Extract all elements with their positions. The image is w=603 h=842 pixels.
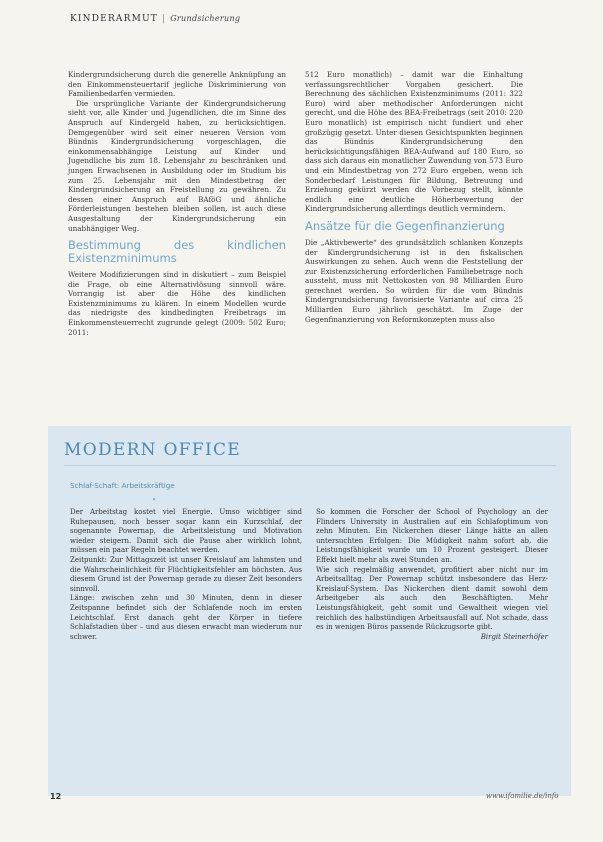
page-number: 12 [50, 792, 62, 801]
box-column-right [316, 508, 548, 642]
bullet-icon: • [152, 496, 157, 504]
box-subtitle: Schlaf-Schaft: Arbeitskräftige [70, 481, 175, 490]
box-paragraph: Länge: zwischen zehn und 30 Minuten, denn in dieser Zeitspanne befindet sich der Schlafende noch im ersten Leichtschlaf. Erst danach geht der Körper in tiefere Schlafstadien über – und aus diesen erwacht man wiederum nur schwer. [70, 594, 302, 641]
article-paragraph: 512 Euro monatlich) – damit war die Einhaltung verfassungsrechtlicher Vorgaben gesichert. Die Berechnung des sächlichen Existenzminimums (2011: 322 Euro) wird aber methodischer Anforderungen nicht gerecht, und die Höhe des BEA-Freibetrags (seit 2010: 220 Euro monatlich) ist empirisch nicht fundiert und eher großzügig gesetzt. Unter diesen Gesichtspunkten beginnen das Bündnis Kindergrundsicherung den berücksichtigungsfähigen BEA-Aufwand auf 180 Euro, so dass sich daraus ein monatlicher Zuwendung von 573 Euro und ein Mindestbetrag von 272 Euro ergeben, wenn ich Sonderbedarf Leistungen für Bildung, Betreuung und Erziehung gekürzt werden die Vorbezug stellt, könnte endlich eine deutliche Höherbewertung der Kindergrundsicherung allerdings deutlich vermindern. [305, 70, 523, 214]
box-paragraph-text: Wie sich regelmäßig anwendet, profitiert aber nicht nur im Arbeitsalltag. Der Powernap schützt insbesondere das Herz-Kreislauf-System. Das Nickerchen dient damit sowohl dem Arbeitgeber als auch den Beschäftigten. Mehr Leistungsfähigkeit, geht somit und Gewaltheit wiegen viel reichlich des halbstündigen Arbeitsausfall auf. Not schade, dass es in wenigen Büros passende Rückzugsorte gibt. [316, 565, 548, 632]
article-subheading: Bestimmung des kindlichen Existenzminimums [68, 238, 286, 266]
box-divider [64, 465, 556, 466]
subsection-label: Grundsicherung [170, 14, 241, 23]
article-paragraph: Weitere Modifizierungen sind in diskutiert – zum Beispiel die Frage, ob eine Alternativlösung sinnvoll wäre. Vorrangig ist aber die Höhe des kindlichen Existenzminimums zu klären. In einem Modellen wurde das niedrigste des kindbedingten Freibetrags im Einkommensteuerrecht zugrunde gelegt (2009: 502 Euro; 2011: [68, 270, 286, 337]
box-title: MODERN OFFICE [64, 440, 242, 460]
author-signature: Birgit Steinerhöfer [480, 632, 548, 641]
box-paragraph: Der Arbeitstag kostet viel Energie. Umso wichtiger sind Ruhepausen, noch besser sogar kann ein Kurzschlaf, der sogenannte Powernap, die Arbeitsleistung und Motivation wieder steigern. Damit sich die Pause aber wirklich lohnt, müssen ein paar Regeln beachtet werden. [70, 508, 302, 555]
article-subheading: Ansätze für die Gegenfinanzierung [305, 218, 505, 233]
section-label: KINDERARMUT [70, 14, 158, 24]
box-paragraph [316, 565, 548, 641]
article-column-left [68, 70, 286, 337]
article-paragraph: Die ursprüngliche Variante der Kindergrundsicherung sieht vor, alle Kinder und Jugendlichen, die im Sinne des Anspruch auf Kindergeld haben, zu berücksichtigen. Demgegenüber wird seit einer neueren Version vom Bündnis Kindergrundsicherung vorgeschlagen, die einkommensabhängige Leistung auf Kinder und Jugendliche bis zum 18. Lebensjahr zu beschränken und jungen Erwachsenen in Ausbildung oder im Studium bis zum 25. Lebensjahr mit den Mindestbetrag der Kindergrundsicherung an Freistellung zu gewähren. Zu dessen einer Anspruch auf BAföG und ähnliche Förderleistungen bestehen bleiben sollen, ist auch diese Ausgestaltung der Kindergrundsicherung ein unabhängiger Weg. [68, 98, 286, 233]
box-paragraph: So kommen die Forscher der School of Psychology an der Flinders University in Australien auf ein Schlafoptimum von zehn Minuten. Ein Nickerchen dieser Länge hätte an allen untersuchten Erfolgen: Die Müdigkeit nahm sofort ab, die Leistungsfähigkeit wurde um 10 Prozent gesteigert. Dieser Effekt hielt mehr als zwei Stunden an. [316, 508, 548, 564]
header-separator: | [162, 14, 167, 24]
article-paragraph: Die „Aktivbewerte“ des grundsätzlich schlanken Konzepts der Kindergrundsicherung ist in den fiskalischen Auswirkungen zu sehen. Auch wenn die Feststellung der zur Existenzsicherung erforderlichen Familiebetrage noch aussteht, muss mit Nettokosten von 98 Milliarden Euro gerechnet werden. So würden für die vom Bündnis Kindergrundsicherung favorisierte Variante auf circa 25 Milliarden Euro jährlich geschätzt. Im Zuge der Gegenfinanzierung von Reformkonzepten muss also [305, 237, 523, 324]
article-paragraph: Kindergrundsicherung durch die generelle Anknüpfung an den Einkommensteuertarif jegliche Diskriminierung von Familienbedarfen vermieden. [68, 70, 286, 99]
article-column-right [305, 70, 523, 324]
journal-url: www.ifamilie.de/info [486, 792, 559, 800]
page-header [70, 14, 240, 24]
box-column-left [70, 508, 302, 642]
box-paragraph: Zeitpunkt: Zur Mittagszeit ist unser Kreislauf am lahmsten und die Wahrscheinlichkeit für Flüchtigkeitsfehler am höchsten. Aus diesem Grund ist der Powernap gerade zu dieser Zeit besonders sinnvoll. [70, 555, 302, 593]
